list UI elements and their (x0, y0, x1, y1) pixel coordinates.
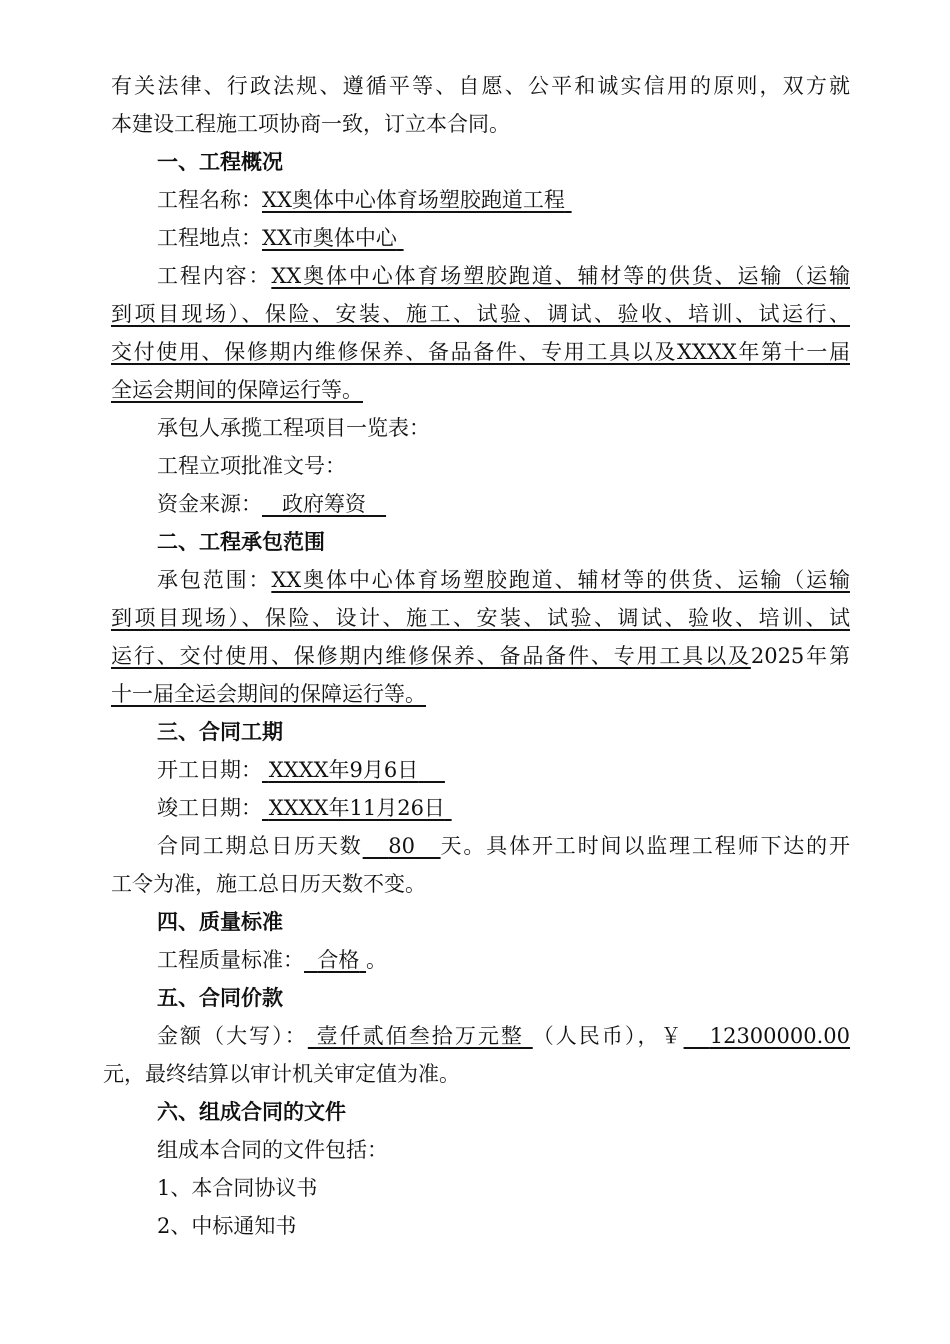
scope-line-3-row (111, 637, 850, 675)
scope-line-2: 到项目现场）、保险、设计、施工、安装、试验、调试、验收、培训、试 (111, 606, 850, 630)
price-mid: （人民币），￥ (532, 1024, 684, 1048)
end-date-label: 竣工日期： (157, 796, 262, 820)
start-date-row (111, 751, 850, 789)
project-content-row (111, 257, 850, 295)
approval-number-label: 工程立项批准文号： (157, 454, 346, 478)
project-name-value: XX奥体中心体育场塑胶跑道工程 (262, 188, 565, 212)
scope-label: 承包范围： (157, 568, 272, 592)
price-tail: 元，最终结算以审计机关审定值为准。 (103, 1062, 460, 1086)
quality-end: 。 (366, 948, 388, 972)
start-date-value: XXXX年9月6日 (268, 758, 419, 782)
scope-line-3-b: 2025年第 (750, 644, 850, 668)
project-content-line-4-row (111, 371, 850, 409)
section-4-heading: 四、质量标准 (157, 910, 283, 934)
intro-line-2: 本建设工程施工项协商一致，订立本合同。 (111, 112, 510, 136)
total-days-text-c: 工令为准，施工总日历天数不变。 (111, 872, 426, 896)
project-content-line-3: 交付使用、保修期内维修保养、备品备件、专用工具以及XXXX年第十一届 (111, 340, 850, 364)
total-days-text-b: 天。具体开工时间以监理工程师下达的开 (440, 834, 850, 858)
end-date-row (111, 789, 850, 827)
section-5-heading: 五、合同价款 (157, 986, 283, 1010)
project-content-line-2: 到项目现场）、保险、安装、施工、试验、调试、验收、培训、试运行、 (111, 302, 850, 326)
quality-label: 工程质量标准： (157, 948, 304, 972)
project-content-line-1: XX奥体中心体育场塑胶跑道、辅材等的供货、运输（运输 (271, 264, 850, 288)
fund-source-value: 政府筹资 (282, 492, 367, 516)
section-3-heading: 三、合同工期 (157, 720, 283, 744)
project-site-value: XX市奥体中心 (262, 226, 397, 250)
project-site-label: 工程地点： (157, 226, 262, 250)
project-list-label: 承包人承揽工程项目一览表： (157, 416, 430, 440)
end-date-value: XXXX年11月26日 (268, 796, 445, 820)
project-content-line-4: 全运会期间的保障运行等。 (111, 378, 363, 402)
scope-line-4-row (111, 675, 850, 713)
price-row (111, 1017, 850, 1055)
total-days-value: 80 (388, 834, 415, 858)
scope-row (111, 561, 850, 599)
quality-value: 合格 (317, 948, 360, 972)
scope-line-3-a: 运行、交付使用、保修期内维修保养、备品备件、专用工具以及 (111, 644, 751, 668)
project-site-row (111, 219, 850, 257)
scope-line-1: XX奥体中心体育场塑胶跑道、辅材等的供货、运输（运输 (271, 568, 850, 592)
project-name-label: 工程名称： (157, 188, 262, 212)
start-date-label: 开工日期： (157, 758, 262, 782)
project-content-label: 工程内容： (157, 264, 272, 288)
fund-source-label: 资金来源： (157, 492, 262, 516)
price-label: 金额（大写）： (157, 1024, 308, 1048)
section-2-heading: 二、工程承包范围 (157, 530, 325, 554)
section-1-heading: 一、工程概况 (157, 150, 283, 174)
document-item-1: 1、本合同协议书 (157, 1176, 318, 1200)
document-item-2: 2、中标通知书 (157, 1214, 297, 1238)
fund-source-row (111, 485, 850, 523)
quality-row (111, 941, 850, 979)
section-6-heading: 六、组成合同的文件 (157, 1100, 346, 1124)
intro-line-1: 有关法律、行政法规、遵循平等、自愿、公平和诚实信用的原则，双方就 (111, 74, 850, 98)
price-amount-value: 12300000.00 (709, 1024, 851, 1048)
documents-intro: 组成本合同的文件包括： (157, 1138, 388, 1162)
price-upper-value: 壹仟贰佰叁拾万元整 (316, 1024, 524, 1048)
total-days-row (111, 827, 850, 865)
total-days-text-a: 合同工期总日历天数 (157, 834, 363, 858)
project-name-row (111, 181, 850, 219)
scope-line-4: 十一届全运会期间的保障运行等。 (111, 682, 426, 706)
